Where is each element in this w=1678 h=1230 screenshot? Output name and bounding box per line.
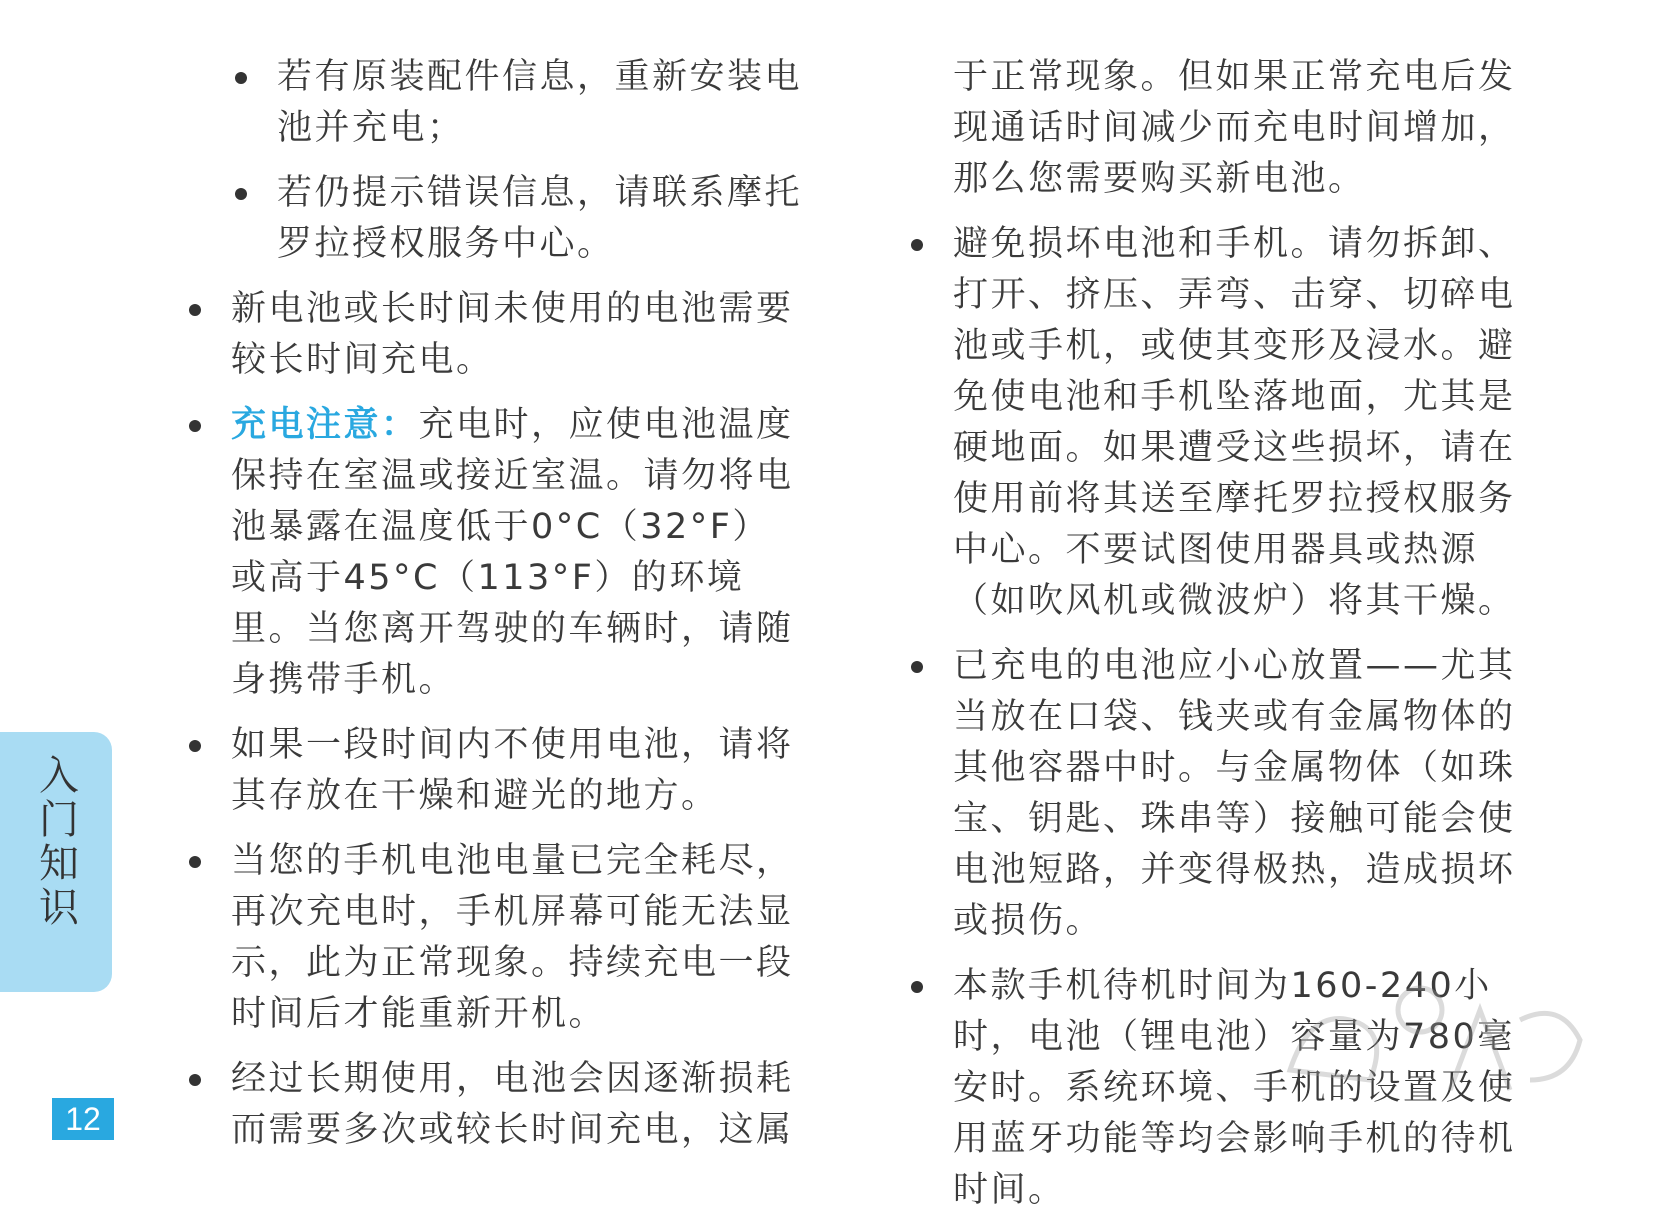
bullet-icon (189, 304, 201, 316)
list-item-text: 新电池或长时间未使用的电池需要较长时间充电。 (231, 289, 794, 380)
list-item (229, 168, 803, 270)
list-item (183, 720, 803, 822)
list-item-text: 充电时，应使电池温度保持在室温或接近室温。请勿将电池暴露在温度低于0°C（32°F）或高于45°C（113°F）的环境里。当您离开驾驶的车辆时，请随身携带手机。 (231, 405, 794, 700)
charging-note-label: 充电注意： (231, 405, 419, 445)
list-item (183, 836, 803, 1040)
list-item-continuation (905, 52, 1545, 205)
bullet-icon (189, 420, 201, 432)
list-item-text: 于正常现象。但如果正常充电后发现通话时间减少而充电时间增加，那么您需要购买新电池。 (953, 57, 1516, 199)
watermark-logo-icon (1270, 950, 1600, 1130)
list-item (183, 1054, 803, 1156)
section-tab-label: 入门知识 (39, 753, 79, 931)
left-column (183, 52, 803, 1170)
list-item (905, 219, 1545, 627)
list-item (183, 400, 803, 706)
bullet-icon (189, 740, 201, 752)
list-item-text: 本款手机待机时间为160-240小时，电池（锂电池）容量为780毫安时。系统环境、手机的设置及使用蓝牙功能等均会影响手机的待机时间。 (953, 966, 1516, 1210)
bullet-icon (235, 188, 247, 200)
list-item-text: 已充电的电池应小心放置——尤其当放在口袋、钱夹或有金属物体的其他容器中时。与金属物体（如珠宝、钥匙、珠串等）接触可能会使电池短路，并变得极热，造成损坏或损伤。 (953, 646, 1516, 941)
bullet-icon (189, 1074, 201, 1086)
list-item-text: 如果一段时间内不使用电池，请将其存放在干燥和避光的地方。 (231, 725, 794, 816)
bullet-icon (911, 661, 923, 673)
list-item-text: 若仍提示错误信息，请联系摩托罗拉授权服务中心。 (277, 173, 803, 264)
list-item-text: 避免损坏电池和手机。请勿拆卸、打开、挤压、弄弯、击穿、切碎电池或手机，或使其变形及浸水。避免使电池和手机坠落地面，尤其是硬地面。如果遭受这些损坏，请在使用前将其送至摩托罗拉授权服务中心。不要试图使用器具或热源（如吹风机或微波炉）将其干燥。 (953, 224, 1516, 621)
list-item (183, 284, 803, 386)
bullet-icon (189, 856, 201, 868)
bullet-icon (911, 239, 923, 251)
list-item (229, 52, 803, 154)
list-item (905, 641, 1545, 947)
bullet-icon (235, 72, 247, 84)
section-tab (0, 732, 112, 992)
list-item-text: 经过长期使用，电池会因逐渐损耗而需要多次或较长时间充电，这属 (231, 1059, 794, 1150)
list-item-text: 当您的手机电池电量已完全耗尽，再次充电时，手机屏幕可能无法显示，此为正常现象。持续充电一段时间后才能重新开机。 (231, 841, 794, 1034)
bullet-icon (911, 981, 923, 993)
list-item-text: 若有原装配件信息，重新安装电池并充电； (277, 57, 803, 148)
page-number: 12 (52, 1098, 114, 1140)
